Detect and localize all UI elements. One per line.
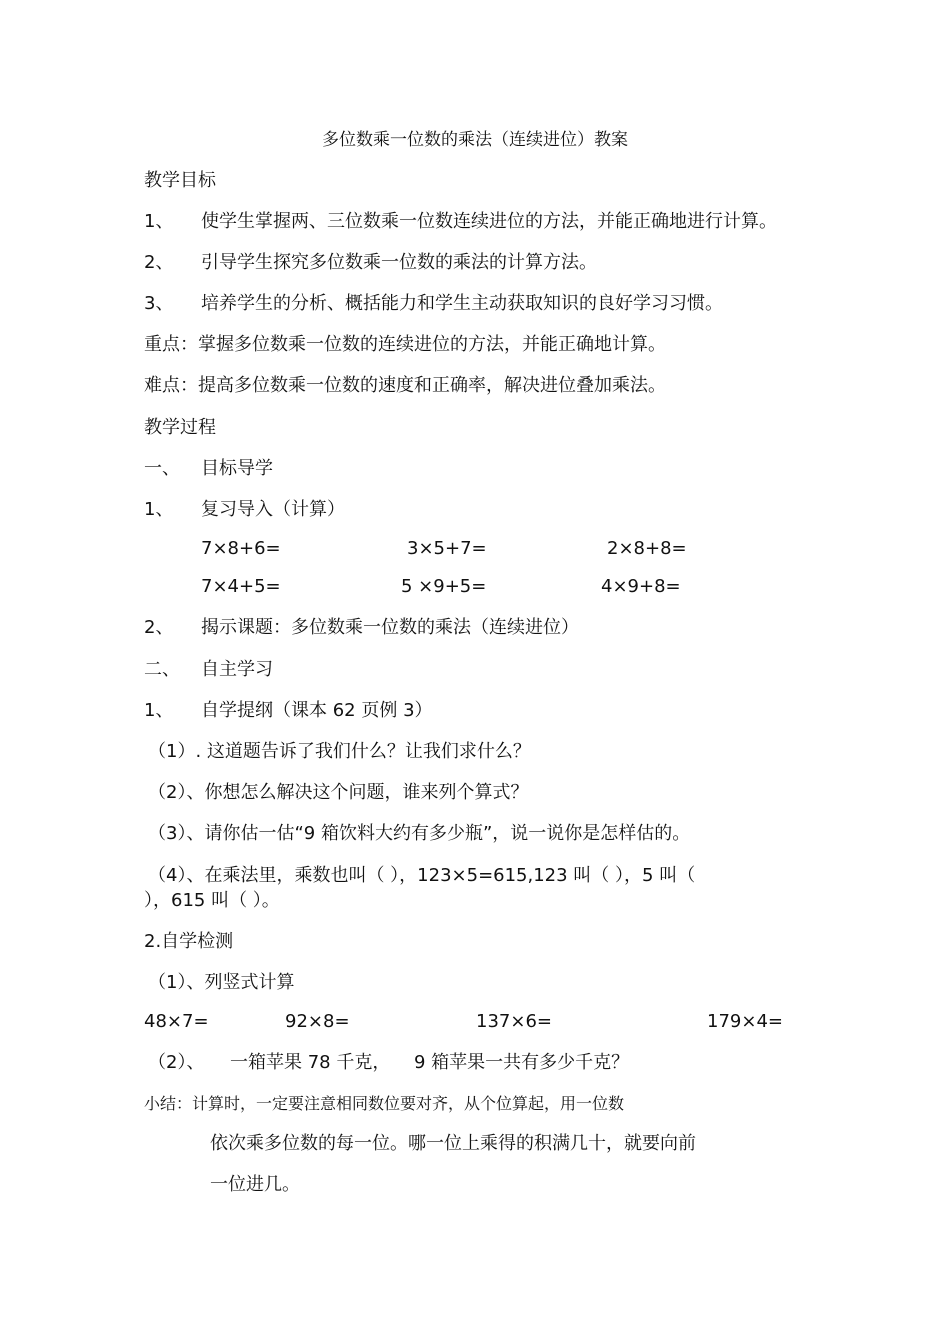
summary-line-1: 小结：计算时，一定要注意相同数位要对齐，从个位算起，用一位数: [144, 1094, 625, 1113]
part-1-title: 目标导学: [201, 458, 273, 479]
goal-3-text: 培养学生的分析、概括能力和学生主动获取知识的良好学习习惯。: [201, 293, 723, 314]
review-expression: 7×4+5=: [201, 576, 281, 597]
summary-line-3: 一位进几。: [210, 1174, 300, 1195]
review-expression: 7×8+6=: [201, 538, 281, 559]
summary-line-2: 依次乘多位数的每一位。哪一位上乘得的积满几十，就要向前: [210, 1133, 696, 1154]
part-2-title: 自主学习: [201, 659, 273, 680]
study-question-2: （2）、你想怎么解决这个问题，谁来列个算式？: [148, 782, 529, 803]
study-question-3: （3）、请你估一估“9 箱饮料大约有多少瓶”，说一说你是怎样估的。: [148, 823, 691, 844]
key-point: 重点：掌握多位数乘一位数的连续进位的方法，并能正确地计算。: [144, 334, 666, 355]
self-check-item-2-question: 9 箱苹果一共有多少千克？: [414, 1052, 630, 1073]
part-2-step-1-text: 自学提纲（课本 62 页例 3）: [201, 700, 433, 721]
goal-2-number: 2、: [144, 252, 174, 273]
self-check-heading: 2.自学检测: [144, 931, 234, 952]
goal-3-number: 3、: [144, 293, 174, 314]
calc-expression: 137×6=: [476, 1011, 552, 1032]
review-expression: 2×8+8=: [607, 538, 687, 559]
goal-1-number: 1、: [144, 211, 174, 232]
self-check-item-2-given: 一箱苹果 78 千克，: [230, 1052, 391, 1073]
part-1-step-2-text: 揭示课题：多位数乘一位数的乘法（连续进位）: [201, 617, 579, 638]
part-2-step-1-number: 1、: [144, 700, 174, 721]
part-2-number: 二、: [144, 659, 180, 680]
part-1-step-1-text: 复习导入（计算）: [201, 499, 345, 520]
review-expression: 4×9+8=: [601, 576, 681, 597]
calc-expression: 48×7=: [144, 1011, 209, 1032]
self-check-item-2-number: （2）、: [148, 1052, 205, 1073]
page-title: 多位数乘一位数的乘法（连续进位）教案: [322, 130, 628, 150]
review-expression: 5 ×9+5=: [401, 576, 487, 597]
goal-1-text: 使学生掌握两、三位数乘一位数连续进位的方法，并能正确地进行计算。: [201, 211, 777, 232]
difficulty-point: 难点：提高多位数乘一位数的速度和正确率，解决进位叠加乘法。: [144, 375, 666, 396]
calc-expression: 92×8=: [285, 1011, 350, 1032]
part-1-step-1-number: 1、: [144, 499, 174, 520]
review-expression: 3×5+7=: [407, 538, 487, 559]
part-1-step-2-number: 2、: [144, 617, 174, 638]
section-heading-process: 教学过程: [144, 417, 216, 438]
calc-expression: 179×4=: [707, 1011, 783, 1032]
section-heading-goals: 教学目标: [144, 170, 216, 191]
study-question-4-line-2: ），615 叫（ ）。: [144, 890, 280, 911]
study-question-4-line-1: （4）、在乘法里，乘数也叫（ ），123×5=615,123 叫（ ），5 叫（: [148, 865, 696, 886]
study-question-1: （1）. 这道题告诉了我们什么？让我们求什么？: [148, 741, 531, 762]
self-check-item-1: （1）、列竖式计算: [148, 972, 295, 993]
part-1-number: 一、: [144, 458, 180, 479]
goal-2-text: 引导学生探究多位数乘一位数的乘法的计算方法。: [201, 252, 597, 273]
